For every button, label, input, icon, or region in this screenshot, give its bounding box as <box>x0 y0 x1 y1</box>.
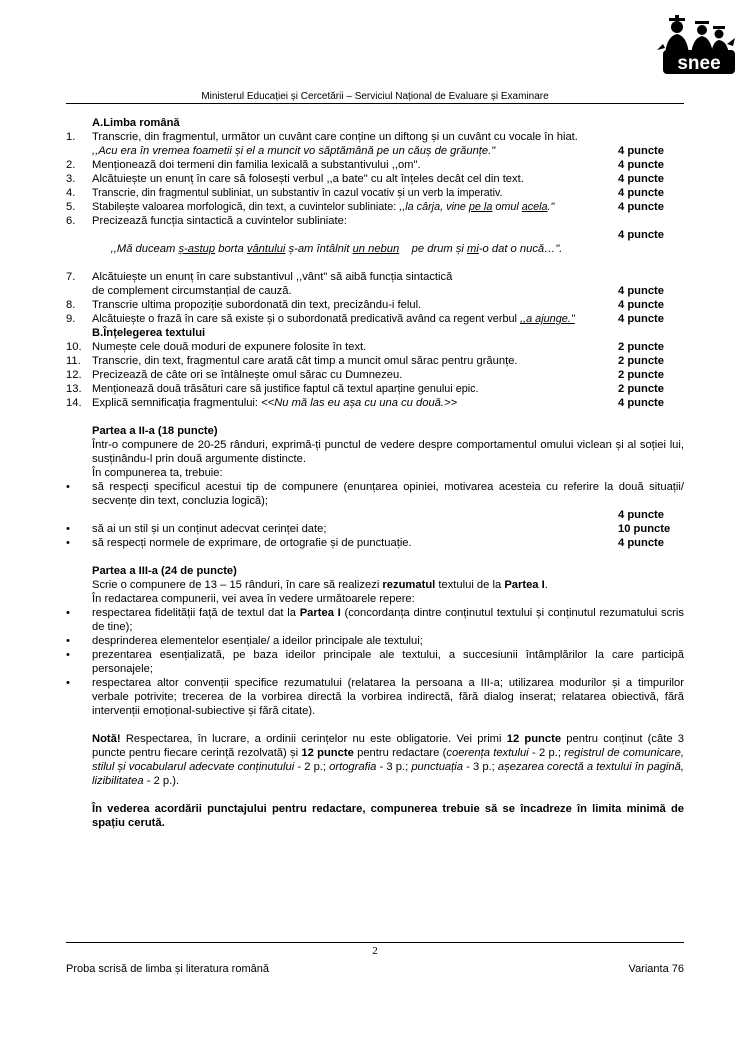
points: 2 puncte <box>618 383 665 395</box>
snee-logo <box>655 14 737 76</box>
points: 4 puncte <box>618 285 665 297</box>
note-paragraph: Notă! Respectarea, în lucrare, a ordinii cerințelor nu este obligatorie. Vei primi 12 puncte pentru conținut (câte 3 puncte pentru fiecare cerință rezolvată) și 12 puncte pentru redactare (coerența textului - 2 p.; registrul de comunicare, stilul și vocabularul adecvate conținutului - 2 p.; ortografia - 3 p.; punctuația - 3 p.; așezarea corectă a textului în pagină, lizibilitatea - 2 p.). <box>92 733 684 787</box>
list-item: • respectarea fidelității față de textul dat la Partea I (concordanța dintre conținutul textului și conținutul rezumatului scris de tine); <box>66 607 684 633</box>
list-item: 12. Precizează de câte ori se întâlnește omul sărac cu Dumnezeu. 2 puncte <box>66 368 684 382</box>
list-item: 8. Transcrie ultima propoziție subordonată din text, precizându-i felul. 4 puncte <box>66 298 684 312</box>
points: 4 puncte <box>618 537 665 549</box>
list-item: 10. Numește cele două moduri de expunere folosite în text. 2 puncte <box>66 340 684 354</box>
part3-lead: În redactarea compunerii, vei avea în vedere următoarele repere: <box>92 593 415 605</box>
list-item: 4. Transcrie, din fragmentul subliniat, un substantiv în cazul vocativ și un verb la imperativ. 4 puncte <box>66 186 684 200</box>
exam-content <box>66 116 684 830</box>
bullet-icon: • <box>66 635 70 647</box>
footer-divider <box>66 942 684 943</box>
list-item: de complement circumstanțial de cauză. 4 puncte <box>66 284 684 298</box>
bullet-icon: • <box>66 481 70 493</box>
points: 2 puncte <box>618 355 665 367</box>
logo-text: snee <box>677 53 721 74</box>
list-item: • respectarea altor convenții specifice rezumatului (relatarea la persoana a III-a; utilizarea modurilor și a timpurilor verbale potrivite; trecerea de la vorbirea directă la vorbirea indirectă, fără dialog inserat; relatarea obiectivă, fără intervenții emoțional-subiective și fără citate). <box>66 677 684 717</box>
part3-title: Partea a III-a (24 de puncte) <box>92 565 237 577</box>
part2-intro: Într-o compunere de 20-25 rânduri, exprimă-ți punctul de vedere despre comportamentul omului viclean și al soției lui, susținându-l prin două argumente distincte. <box>92 439 684 465</box>
bullet-icon: • <box>66 537 70 549</box>
points: 2 puncte <box>618 369 665 381</box>
points: 4 puncte <box>618 201 665 213</box>
part3-intro: Scrie o compunere de 13 – 15 rânduri, în care să realizezi rezumatul textului de la Partea I. <box>92 579 548 591</box>
points: 4 puncte <box>618 299 665 311</box>
list-item: • să ai un stil și un conținut adecvat cerinței date; 10 puncte <box>66 522 684 536</box>
list-item: 3. Alcătuiește un enunț în care să folosești verbul ,,a bate" cu alt înțeles decât cel din text. 4 puncte <box>66 172 684 186</box>
list-item: • să respecți normele de exprimare, de ortografie și de punctuație. 4 puncte <box>66 536 684 550</box>
list-item: 7. Alcătuiește un enunț în care substantivul ,,vânt" să aibă funcția sintactică <box>66 271 453 283</box>
header-divider <box>66 103 684 104</box>
list-item: 5. Stabilește valoarea morfologică, din text, a cuvintelor subliniate: ,,la cârja, vine pe la omul acela." 4 puncte <box>66 200 684 214</box>
part2-title: Partea a II-a (18 puncte) <box>92 425 218 437</box>
list-item: 14. Explică semnificația fragmentului: <<Nu mă las eu așa cu una cu două.>> 4 puncte <box>66 396 684 410</box>
header-title: Ministerul Educației și Cercetării – Serviciul Național de Evaluare și Examinare <box>201 91 549 102</box>
points: 4 puncte <box>618 159 665 171</box>
list-item: 13. Menționează două trăsături care să justifice faptul că textul aparține genului epic. 2 puncte <box>66 382 684 396</box>
list-item: ,,Mă duceam ș-astup borta vântului ș-am întâlnit un nebun pe drum și mi-o dat o nucă…". 4 puncte <box>66 228 684 270</box>
list-item: • prezentarea esențializată, pe baza ideilor principale ale textului, a succesiunii întâmplărilor la care participă personajele; <box>66 649 684 675</box>
points: 4 puncte <box>618 173 665 185</box>
points: 4 puncte <box>618 187 665 199</box>
bullet-icon: • <box>66 607 70 619</box>
list-item: 1. Transcrie, din fragmentul, următor un cuvânt care conține un diftong și un cuvânt cu vocale în hiat. <box>66 131 578 143</box>
footer-variant: Varianta 76 <box>628 963 684 975</box>
points: 4 puncte <box>618 509 665 521</box>
bullet-icon: • <box>66 523 70 535</box>
points: 10 puncte <box>618 523 671 535</box>
points: 4 puncte <box>618 397 665 409</box>
section-a-heading-row <box>66 116 684 130</box>
points: 2 puncte <box>618 341 665 353</box>
part2-lead: În compunerea ta, trebuie: <box>92 467 223 479</box>
bullet-icon: • <box>66 677 70 689</box>
list-item: • să respecți specificul acestui tip de compunere (enunțarea opiniei, motivarea acesteia cu referire la două situații/ secvențe din text, concluzia logică); <box>66 481 684 507</box>
points: 4 puncte <box>618 229 665 241</box>
section-b-heading: B.Înțelegerea textului <box>92 327 206 339</box>
list-item: 9. Alcătuiește o frază în care să existe și o subordonată predicativă având ca regent verbul ,,a ajunge." 4 puncte <box>66 312 684 326</box>
section-a-heading: A.Limba română <box>92 117 180 129</box>
list-item: 2. Menționează doi termeni din familia lexicală a substantivului ,,om". 4 puncte <box>66 158 684 172</box>
graduates-silhouette-icon <box>655 14 737 76</box>
list-item: ,,Acu era în vremea foametii și el a muncit vo săptămână pe un căuș de grăunțe." 4 puncte <box>66 144 684 158</box>
points-row <box>66 508 684 522</box>
page-number: 2 <box>372 945 378 957</box>
footer-exam-title: Proba scrisă de limba și literatura română <box>66 963 269 975</box>
section-b-heading-row <box>66 326 684 340</box>
points: 4 puncte <box>618 313 665 325</box>
bullet-icon: • <box>66 649 70 661</box>
list-item: • desprinderea elementelor esențiale/ a ideilor principale ale textului; <box>66 635 423 647</box>
final-note: În vederea acordării punctajului pentru redactare, compunerea trebuie să se încadreze în limita minimă de spațiu cerută. <box>92 803 684 829</box>
list-item: 6. Precizează funcția sintactică a cuvintelor subliniate: <box>66 215 347 227</box>
list-item: 11. Transcrie, din text, fragmentul care arată cât timp a muncit omul sărac pentru grăunțe. 2 puncte <box>66 354 684 368</box>
points: 4 puncte <box>618 145 665 157</box>
